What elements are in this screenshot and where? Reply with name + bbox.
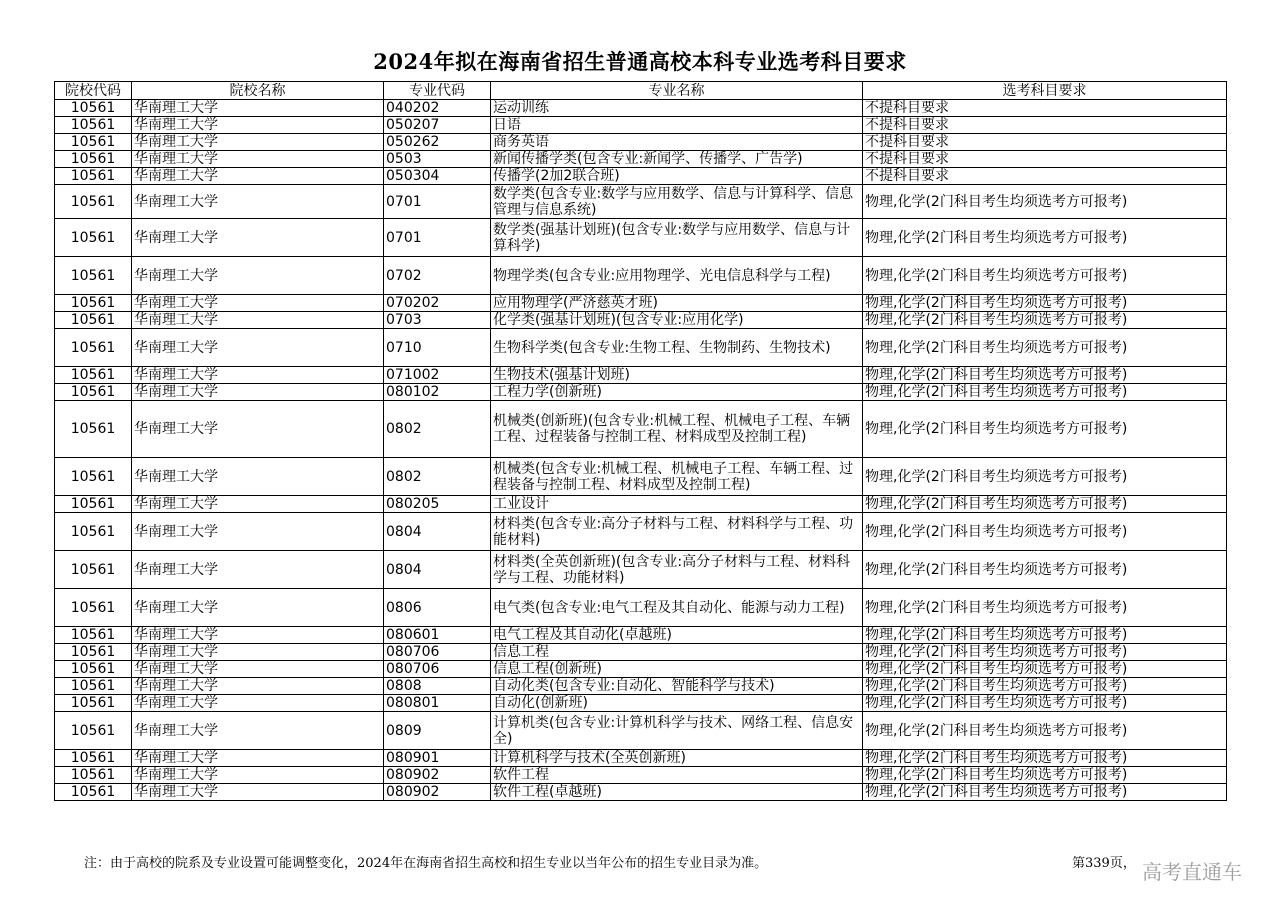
table-row <box>55 219 1227 257</box>
cell-major-code: 0702 <box>384 257 491 295</box>
cell-major-code: 080706 <box>384 644 491 661</box>
cell-school-name: 华南理工大学 <box>132 750 384 767</box>
cell-major-name: 自动化类(包含专业:自动化、智能科学与技术) <box>491 678 863 695</box>
cell-major-code: 080601 <box>384 627 491 644</box>
cell-school-name: 华南理工大学 <box>132 661 384 678</box>
cell-subject-requirement: 物理,化学(2门科目考生均须选考方可报考) <box>863 257 1227 295</box>
cell-major-code: 0804 <box>384 513 491 551</box>
cell-major-code: 080205 <box>384 496 491 513</box>
cell-major-code: 0804 <box>384 551 491 589</box>
cell-subject-requirement: 物理,化学(2门科目考生均须选考方可报考) <box>863 627 1227 644</box>
cell-major-name: 机械类(创新班)(包含专业:机械工程、机械电子工程、车辆工程、过程装备与控制工程、材料成型及控制工程) <box>491 401 863 458</box>
cell-major-name: 物理学类(包含专业:应用物理学、光电信息科学与工程) <box>491 257 863 295</box>
cell-school-code: 10561 <box>55 695 132 712</box>
cell-major-name: 机械类(包含专业:机械工程、机械电子工程、车辆工程、过程装备与控制工程、材料成型及控制工程) <box>491 458 863 496</box>
cell-subject-requirement: 不提科目要求 <box>863 151 1227 168</box>
cell-school-code: 10561 <box>55 100 132 117</box>
cell-school-code: 10561 <box>55 750 132 767</box>
cell-major-name: 运动训练 <box>491 100 863 117</box>
cell-major-name: 软件工程 <box>491 767 863 784</box>
cell-subject-requirement: 不提科目要求 <box>863 168 1227 185</box>
table-row <box>55 784 1227 801</box>
cell-major-code: 0802 <box>384 458 491 496</box>
cell-school-name: 华南理工大学 <box>132 551 384 589</box>
cell-school-name: 华南理工大学 <box>132 100 384 117</box>
cell-subject-requirement: 物理,化学(2门科目考生均须选考方可报考) <box>863 185 1227 219</box>
cell-major-code: 0703 <box>384 312 491 329</box>
cell-major-name: 材料类(包含专业:高分子材料与工程、材料科学与工程、功能材料) <box>491 513 863 551</box>
page-number: 第339页， <box>1072 856 1136 871</box>
cell-school-code: 10561 <box>55 257 132 295</box>
cell-school-code: 10561 <box>55 496 132 513</box>
cell-major-code: 0809 <box>384 712 491 750</box>
cell-school-name: 华南理工大学 <box>132 458 384 496</box>
cell-school-name: 华南理工大学 <box>132 367 384 384</box>
table-row <box>55 134 1227 151</box>
cell-subject-requirement: 物理,化学(2门科目考生均须选考方可报考) <box>863 401 1227 458</box>
header-major-code: 专业代码 <box>384 82 491 100</box>
cell-subject-requirement: 不提科目要求 <box>863 100 1227 117</box>
header-major-name: 专业名称 <box>491 82 863 100</box>
cell-subject-requirement: 物理,化学(2门科目考生均须选考方可报考) <box>863 384 1227 401</box>
table-row <box>55 513 1227 551</box>
cell-school-code: 10561 <box>55 168 132 185</box>
header-school-name: 院校名称 <box>132 82 384 100</box>
cell-school-name: 华南理工大学 <box>132 384 384 401</box>
cell-school-name: 华南理工大学 <box>132 117 384 134</box>
cell-major-name: 工程力学(创新班) <box>491 384 863 401</box>
cell-school-code: 10561 <box>55 458 132 496</box>
cell-school-code: 10561 <box>55 551 132 589</box>
cell-major-name: 商务英语 <box>491 134 863 151</box>
cell-school-code: 10561 <box>55 329 132 367</box>
cell-major-code: 071002 <box>384 367 491 384</box>
cell-school-code: 10561 <box>55 767 132 784</box>
cell-school-code: 10561 <box>55 401 132 458</box>
table-row <box>55 678 1227 695</box>
cell-school-name: 华南理工大学 <box>132 134 384 151</box>
cell-school-code: 10561 <box>55 185 132 219</box>
cell-major-name: 工业设计 <box>491 496 863 513</box>
cell-subject-requirement: 物理,化学(2门科目考生均须选考方可报考) <box>863 295 1227 312</box>
cell-school-code: 10561 <box>55 644 132 661</box>
cell-subject-requirement: 物理,化学(2门科目考生均须选考方可报考) <box>863 513 1227 551</box>
cell-major-code: 0710 <box>384 329 491 367</box>
table-row <box>55 329 1227 367</box>
cell-major-name: 日语 <box>491 117 863 134</box>
table-row <box>55 257 1227 295</box>
cell-major-code: 080901 <box>384 750 491 767</box>
cell-major-name: 数学类(包含专业:数学与应用数学、信息与计算科学、信息管理与信息系统) <box>491 185 863 219</box>
cell-school-name: 华南理工大学 <box>132 678 384 695</box>
cell-school-name: 华南理工大学 <box>132 496 384 513</box>
table-row <box>55 117 1227 134</box>
cell-school-code: 10561 <box>55 589 132 627</box>
cell-major-code: 080902 <box>384 784 491 801</box>
table-row <box>55 661 1227 678</box>
cell-subject-requirement: 物理,化学(2门科目考生均须选考方可报考) <box>863 312 1227 329</box>
cell-major-name: 应用物理学(严济慈英才班) <box>491 295 863 312</box>
table-row <box>55 384 1227 401</box>
cell-subject-requirement: 物理,化学(2门科目考生均须选考方可报考) <box>863 750 1227 767</box>
cell-subject-requirement: 不提科目要求 <box>863 134 1227 151</box>
table-row <box>55 750 1227 767</box>
table-row <box>55 627 1227 644</box>
cell-school-name: 华南理工大学 <box>132 312 384 329</box>
cell-subject-requirement: 物理,化学(2门科目考生均须选考方可报考) <box>863 551 1227 589</box>
cell-major-name: 材料类(全英创新班)(包含专业:高分子材料与工程、材料科学与工程、功能材料) <box>491 551 863 589</box>
table-row <box>55 185 1227 219</box>
table-row <box>55 100 1227 117</box>
cell-major-name: 信息工程 <box>491 644 863 661</box>
cell-major-code: 0808 <box>384 678 491 695</box>
table-body <box>55 100 1227 801</box>
table-row <box>55 551 1227 589</box>
cell-school-name: 华南理工大学 <box>132 219 384 257</box>
cell-school-name: 华南理工大学 <box>132 295 384 312</box>
cell-major-code: 050304 <box>384 168 491 185</box>
cell-school-name: 华南理工大学 <box>132 644 384 661</box>
cell-school-code: 10561 <box>55 367 132 384</box>
cell-school-code: 10561 <box>55 312 132 329</box>
cell-school-name: 华南理工大学 <box>132 767 384 784</box>
table-row <box>55 767 1227 784</box>
cell-school-name: 华南理工大学 <box>132 185 384 219</box>
cell-subject-requirement: 物理,化学(2门科目考生均须选考方可报考) <box>863 367 1227 384</box>
cell-major-name: 生物技术(强基计划班) <box>491 367 863 384</box>
cell-subject-requirement: 物理,化学(2门科目考生均须选考方可报考) <box>863 767 1227 784</box>
cell-major-name: 电气工程及其自动化(卓越班) <box>491 627 863 644</box>
cell-major-code: 080102 <box>384 384 491 401</box>
cell-school-name: 华南理工大学 <box>132 329 384 367</box>
table-header-row <box>55 82 1227 100</box>
table-row <box>55 496 1227 513</box>
cell-major-code: 050207 <box>384 117 491 134</box>
cell-school-name: 华南理工大学 <box>132 627 384 644</box>
cell-major-name: 数学类(强基计划班)(包含专业:数学与应用数学、信息与计算科学) <box>491 219 863 257</box>
cell-major-code: 050262 <box>384 134 491 151</box>
cell-school-code: 10561 <box>55 295 132 312</box>
cell-major-code: 0503 <box>384 151 491 168</box>
table-row <box>55 695 1227 712</box>
table-row <box>55 401 1227 458</box>
cell-major-name: 电气类(包含专业:电气工程及其自动化、能源与动力工程) <box>491 589 863 627</box>
header-school-code: 院校代码 <box>55 82 132 100</box>
cell-major-code: 080902 <box>384 767 491 784</box>
cell-major-name: 信息工程(创新班) <box>491 661 863 678</box>
cell-school-code: 10561 <box>55 712 132 750</box>
table-row <box>55 589 1227 627</box>
cell-subject-requirement: 物理,化学(2门科目考生均须选考方可报考) <box>863 712 1227 750</box>
cell-subject-requirement: 物理,化学(2门科目考生均须选考方可报考) <box>863 784 1227 801</box>
cell-major-code: 040202 <box>384 100 491 117</box>
cell-subject-requirement: 物理,化学(2门科目考生均须选考方可报考) <box>863 589 1227 627</box>
cell-subject-requirement: 物理,化学(2门科目考生均须选考方可报考) <box>863 458 1227 496</box>
cell-school-name: 华南理工大学 <box>132 712 384 750</box>
cell-major-name: 生物科学类(包含专业:生物工程、生物制药、生物技术) <box>491 329 863 367</box>
cell-major-code: 0802 <box>384 401 491 458</box>
cell-school-code: 10561 <box>55 219 132 257</box>
cell-major-code: 080801 <box>384 695 491 712</box>
cell-subject-requirement: 物理,化学(2门科目考生均须选考方可报考) <box>863 329 1227 367</box>
cell-school-code: 10561 <box>55 384 132 401</box>
cell-major-name: 传播学(2加2联合班) <box>491 168 863 185</box>
cell-school-code: 10561 <box>55 678 132 695</box>
cell-major-code: 070202 <box>384 295 491 312</box>
page-title: 2024年拟在海南省招生普通高校本科专业选考科目要求 <box>373 49 907 74</box>
table-row <box>55 644 1227 661</box>
table-row <box>55 168 1227 185</box>
cell-school-code: 10561 <box>55 784 132 801</box>
cell-subject-requirement: 不提科目要求 <box>863 117 1227 134</box>
cell-school-code: 10561 <box>55 134 132 151</box>
watermark: 高考直通车 <box>1142 860 1242 884</box>
cell-major-name: 自动化(创新班) <box>491 695 863 712</box>
table-row <box>55 458 1227 496</box>
cell-major-code: 0701 <box>384 219 491 257</box>
cell-school-name: 华南理工大学 <box>132 257 384 295</box>
cell-subject-requirement: 物理,化学(2门科目考生均须选考方可报考) <box>863 678 1227 695</box>
cell-school-code: 10561 <box>55 627 132 644</box>
table-row <box>55 312 1227 329</box>
cell-school-code: 10561 <box>55 117 132 134</box>
cell-major-name: 新闻传播学类(包含专业:新闻学、传播学、广告学) <box>491 151 863 168</box>
cell-school-code: 10561 <box>55 661 132 678</box>
table-row <box>55 295 1227 312</box>
cell-school-name: 华南理工大学 <box>132 589 384 627</box>
cell-school-name: 华南理工大学 <box>132 695 384 712</box>
cell-major-name: 计算机科学与技术(全英创新班) <box>491 750 863 767</box>
header-subject-requirement: 选考科目要求 <box>863 82 1227 100</box>
requirements-table <box>54 81 1227 801</box>
cell-subject-requirement: 物理,化学(2门科目考生均须选考方可报考) <box>863 695 1227 712</box>
cell-school-name: 华南理工大学 <box>132 151 384 168</box>
table-row <box>55 151 1227 168</box>
cell-major-code: 0701 <box>384 185 491 219</box>
cell-school-name: 华南理工大学 <box>132 784 384 801</box>
cell-subject-requirement: 物理,化学(2门科目考生均须选考方可报考) <box>863 496 1227 513</box>
cell-school-name: 华南理工大学 <box>132 401 384 458</box>
cell-major-code: 080706 <box>384 661 491 678</box>
cell-major-name: 软件工程(卓越班) <box>491 784 863 801</box>
cell-subject-requirement: 物理,化学(2门科目考生均须选考方可报考) <box>863 661 1227 678</box>
cell-major-name: 计算机类(包含专业:计算机科学与技术、网络工程、信息安全) <box>491 712 863 750</box>
table-row <box>55 712 1227 750</box>
cell-subject-requirement: 物理,化学(2门科目考生均须选考方可报考) <box>863 219 1227 257</box>
footnote: 注：由于高校的院系及专业设置可能调整变化，2024年在海南省招生高校和招生专业以当年公布的招生专业目录为准。 <box>84 856 768 871</box>
cell-school-name: 华南理工大学 <box>132 513 384 551</box>
cell-major-code: 0806 <box>384 589 491 627</box>
cell-subject-requirement: 物理,化学(2门科目考生均须选考方可报考) <box>863 644 1227 661</box>
cell-school-name: 华南理工大学 <box>132 168 384 185</box>
cell-school-code: 10561 <box>55 513 132 551</box>
table-row <box>55 367 1227 384</box>
cell-major-name: 化学类(强基计划班)(包含专业:应用化学) <box>491 312 863 329</box>
cell-school-code: 10561 <box>55 151 132 168</box>
